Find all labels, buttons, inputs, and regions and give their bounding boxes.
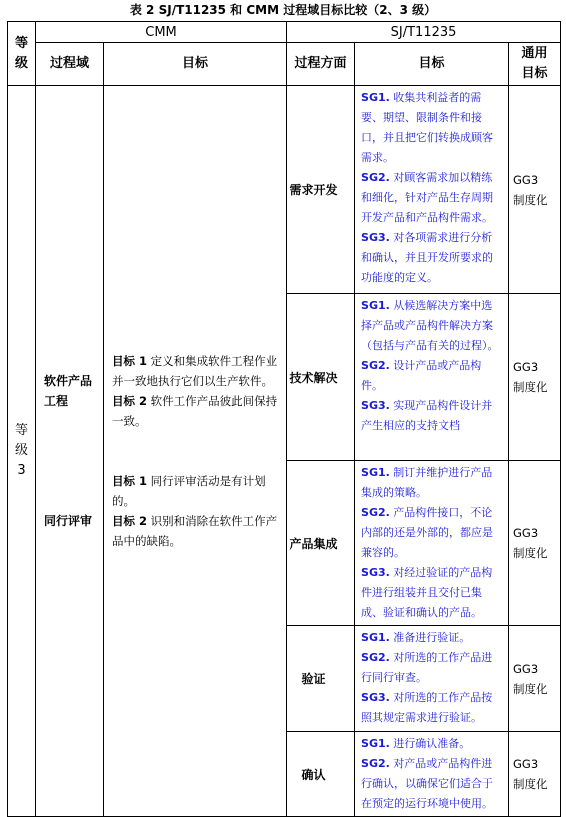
sjt-goal-text: 实现产品构件设计并产生相应的支持文档 bbox=[361, 399, 493, 432]
sjt-goal-text: 从候选解决方案中选择产品或产品构件解决方案（包括与产品有关的过程）。 bbox=[361, 299, 499, 352]
cmm-goal-label: 目标 2 bbox=[112, 394, 148, 408]
gg-label: 制度化 bbox=[513, 192, 548, 207]
cmm-goal bbox=[112, 391, 278, 431]
gg-code: GG3 bbox=[513, 172, 539, 187]
sjt-goal-text: 准备进行验证。 bbox=[389, 631, 471, 644]
sjt-goal bbox=[361, 396, 500, 436]
sjt-goal-label: SG1. bbox=[361, 631, 390, 644]
level-value bbox=[8, 86, 36, 817]
sjt-goals-cell bbox=[355, 461, 509, 626]
sjt-goal bbox=[361, 296, 500, 356]
level-value-line2: 级 bbox=[14, 443, 28, 458]
sjt-goals-cell bbox=[355, 294, 509, 461]
sjt-goal-text: 收集共利益者的需要、期望、限制条件和接口，并且把它们转换成顾客需求。 bbox=[361, 91, 494, 164]
sjt-goal bbox=[361, 88, 500, 168]
sjt-goal-label: SG2. bbox=[361, 651, 390, 664]
cmm-goal-label: 目标 1 bbox=[112, 354, 148, 368]
cmm-goal-text: 定义和集成软件工程作业并一致地执行它们以生产软件。 bbox=[112, 354, 278, 388]
sjt-goal-label: SG2. bbox=[361, 171, 390, 184]
table-row bbox=[8, 86, 561, 294]
cmm-goal-text: 同行评审活动是有计划的。 bbox=[112, 474, 266, 508]
sjt-goal-text: 对所选的工作产品进行同行审查。 bbox=[361, 651, 493, 684]
sjt-goal bbox=[361, 503, 500, 563]
cmm-goal-label: 目标 1 bbox=[112, 474, 148, 488]
cmm-goal-label: 目标 2 bbox=[112, 514, 148, 528]
gg-code: GG3 bbox=[513, 526, 539, 540]
general-goal-line2: 目标 bbox=[521, 66, 548, 81]
sjt-goal-label: SG1. bbox=[361, 737, 390, 750]
sjt-goal-text: 制订并维护进行产品集成的策略。 bbox=[361, 466, 493, 499]
aspect-requirements-development: 需求开发 bbox=[287, 86, 355, 294]
aspect-validation: 确认 bbox=[287, 732, 355, 817]
cmm-goal-header: 目标 bbox=[104, 43, 287, 86]
gg-label: 制度化 bbox=[513, 777, 548, 791]
aspect-verification: 验证 bbox=[287, 626, 355, 732]
cmm-domains-cell bbox=[36, 86, 104, 817]
sjt-goal-text: 对顾客需求加以精练和细化，针对产品生存周期开发产品和产品构件需求。 bbox=[361, 171, 494, 224]
sjt-goal bbox=[361, 563, 500, 623]
aspect-technical-solution: 技术解决 bbox=[287, 294, 355, 461]
sjt-goal-label: SG3. bbox=[361, 231, 390, 244]
general-goal-cell bbox=[509, 732, 561, 817]
cmm-goal bbox=[112, 351, 278, 391]
comparison-table bbox=[7, 21, 561, 817]
process-aspect-header: 过程方面 bbox=[287, 43, 355, 86]
level-value-line3: 3 bbox=[17, 463, 26, 478]
general-goal-cell bbox=[509, 294, 561, 461]
sjt-goal-label: SG3. bbox=[361, 399, 390, 412]
general-goal-cell bbox=[509, 86, 561, 294]
sjt-goal-text: 设计产品或产品构件。 bbox=[361, 359, 482, 392]
level-header-line2: 级 bbox=[14, 55, 28, 71]
gg-label: 制度化 bbox=[513, 380, 548, 394]
sjt-goal bbox=[361, 228, 500, 288]
gg-label: 制度化 bbox=[513, 546, 548, 560]
gg-code: GG3 bbox=[513, 661, 539, 676]
table-caption: 表 2 SJ/T11235 和 CMM 过程域目标比较（2、3 级） bbox=[129, 3, 437, 17]
cmm-goal bbox=[112, 471, 278, 511]
sjt-goal-label: SG1. bbox=[361, 91, 390, 104]
sjt-goal-label: SG2. bbox=[361, 506, 390, 519]
level-header bbox=[8, 22, 36, 86]
sjt-goal-label: SG1. bbox=[361, 299, 390, 312]
sjt-goal bbox=[361, 628, 500, 648]
gg-code: GG3 bbox=[513, 360, 539, 374]
sjt-goal-text: 对经过验证的产品构件进行组装并且交付已集成、验证和确认的产品。 bbox=[361, 566, 493, 619]
process-domain-header: 过程域 bbox=[36, 43, 104, 86]
gg-label: 制度化 bbox=[513, 681, 548, 696]
sjt-goals-cell bbox=[355, 732, 509, 817]
cmm-domain-software-product-engineering: 软件产品工程 bbox=[44, 374, 93, 408]
sjt-header: SJ/T11235 bbox=[287, 22, 561, 43]
sjt-goal-text: 进行确认准备。 bbox=[389, 737, 471, 750]
sjt-goal-label: SG2. bbox=[361, 757, 390, 770]
cmm-goal bbox=[112, 511, 278, 551]
sjt-goal-text: 产品构件接口，不论内部的还是外部的，都应是兼容的。 bbox=[361, 506, 494, 559]
sjt-goal-text: 对各项需求进行分析和确认，并且开发所要求的功能度的定义。 bbox=[361, 231, 494, 284]
general-goal-header bbox=[509, 43, 561, 86]
general-goal-cell bbox=[509, 461, 561, 626]
sjt-goal-label: SG1. bbox=[361, 466, 390, 479]
sjt-goal bbox=[361, 648, 500, 688]
aspect-product-integration: 产品集成 bbox=[287, 461, 355, 626]
sjt-goal bbox=[361, 754, 500, 814]
sjt-goal bbox=[361, 168, 500, 228]
sjt-goal-header: 目标 bbox=[355, 43, 509, 86]
sjt-goal bbox=[361, 688, 500, 728]
cmm-header: CMM bbox=[36, 22, 287, 43]
sjt-goal bbox=[361, 734, 500, 754]
level-header-line1: 等 bbox=[14, 35, 28, 51]
sjt-goal-label: SG3. bbox=[361, 566, 390, 579]
sjt-goals-cell bbox=[355, 626, 509, 732]
gg-code: GG3 bbox=[513, 757, 539, 771]
general-goal-line1: 通用 bbox=[521, 46, 548, 61]
sjt-goal-label: SG2. bbox=[361, 359, 390, 372]
cmm-domain-peer-review: 同行评审 bbox=[44, 514, 93, 528]
cmm-goal-text: 识别和消除在软件工作产品中的缺陷。 bbox=[112, 514, 278, 548]
sjt-goal-text: 对产品或产品构件进行确认，以确保它们适合于在预定的运行环境中使用。 bbox=[361, 757, 494, 810]
sjt-goal-text: 对所选的工作产品按照其规定需求进行验证。 bbox=[361, 691, 493, 724]
level-value-line1: 等 bbox=[14, 423, 28, 438]
cmm-goals-cell bbox=[104, 86, 287, 817]
sjt-goal bbox=[361, 356, 500, 396]
general-goal-cell bbox=[509, 626, 561, 732]
cmm-goal-text: 软件工作产品彼此间保持一致。 bbox=[112, 394, 278, 428]
sjt-goal bbox=[361, 463, 500, 503]
sjt-goal-label: SG3. bbox=[361, 691, 390, 704]
sjt-goals-cell bbox=[355, 86, 509, 294]
